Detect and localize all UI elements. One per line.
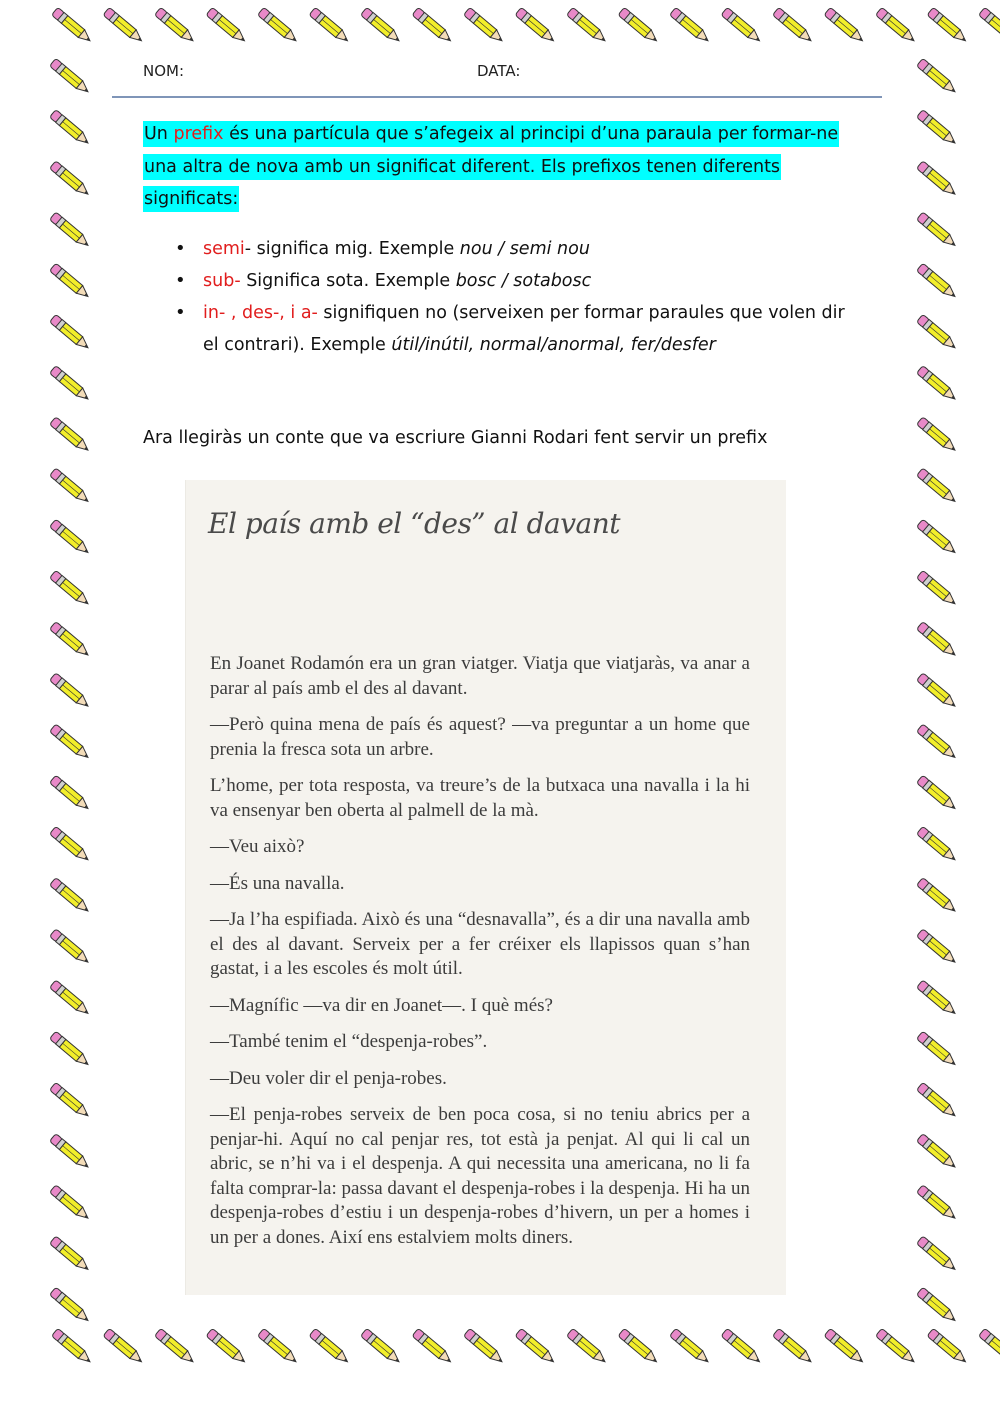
- header-divider: [112, 96, 882, 98]
- story-paragraph: —Magnífic —va dir en Joanet—. I què més?: [210, 994, 553, 1016]
- prefix-definition: - significa mig. Exemple: [244, 239, 460, 259]
- lead-text: Ara llegiràs un conte que va escriure Gianni Rodari fent servir un prefix: [143, 428, 768, 448]
- story-paragraph: —Veu això?: [210, 836, 305, 857]
- prefix-example: útil/inútil, normal/anormal, fer/desfer: [391, 335, 716, 355]
- story-paragraph: —És una navalla.: [210, 872, 345, 894]
- story-paragraph: —Però quina mena de país és aquest? —va preguntar a un home que prenia la fresca sota un arbre.: [210, 714, 750, 760]
- story-paragraph: —El penja-robes serveix de ben poca cosa, si no teniu abrics per a penjar-hi. Aquí no cal penjar res, tot està ja penjat. Al qui li cal un abric, se n’hi va i el despenja. A qui necessita una americana, no li fa falta comprar-la: passa davant el despenja-robes i la despenja. Hi ha un despenja-robes d’estiu i un despenja-robes d’hivern, un per a homes i un per a dones. Així ens estalviem molts diners.: [210, 1104, 750, 1248]
- prefix-term: semi: [203, 239, 245, 259]
- list-item: [175, 265, 865, 297]
- story-title: El país amb el “des” al davant: [208, 507, 620, 540]
- intro-keyword: prefix: [173, 124, 224, 144]
- prefix-example: bosc / sotabosc: [455, 271, 592, 291]
- prefix-definition: Significa sota. Exemple: [240, 271, 456, 291]
- list-item: [175, 233, 865, 265]
- story-text: [210, 652, 750, 1262]
- prefix-example: nou / semi nou: [459, 239, 590, 259]
- name-label: NOM:: [143, 62, 185, 80]
- intro-paragraph: [143, 118, 863, 216]
- prefix-term: in- , des-, i a-: [203, 303, 318, 323]
- prefix-list: [175, 233, 865, 361]
- intro-part1: Un: [144, 124, 174, 144]
- prefix-term: sub-: [203, 271, 241, 291]
- story-paragraph: —Ja l’ha espifiada. Això és una “desnavalla”, és a dir una navalla amb el des al davant. Serveix per a fer créixer els llapissos quan s’han gastat, i a les escoles és molt útil.: [210, 909, 750, 979]
- story-paragraph: —Deu voler dir el penja-robes.: [210, 1067, 447, 1089]
- story-paragraph: L’home, per tota resposta, va treure’s de la butxaca una navalla i la hi va ensenyar ben oberta al palmell de la mà.: [210, 775, 750, 821]
- prefix-definition: signifiquen no (serveixen per formar paraules que volen dir el contrari). Exemple: [203, 303, 845, 355]
- list-item: [175, 297, 865, 361]
- story-paragraph: —També tenim el “despenja-robes”.: [210, 1031, 488, 1052]
- intro-part2: és una partícula que s’afegeix al principi d’una paraula per formar-ne una altra de nova amb un significat diferent. Els prefixos tenen diferents significats:: [144, 124, 839, 209]
- date-label: DATA:: [477, 62, 521, 80]
- story-paragraph: En Joanet Rodamón era un gran viatger. Viatja que viatjaràs, va anar a parar al país amb el des al davant.: [210, 653, 750, 699]
